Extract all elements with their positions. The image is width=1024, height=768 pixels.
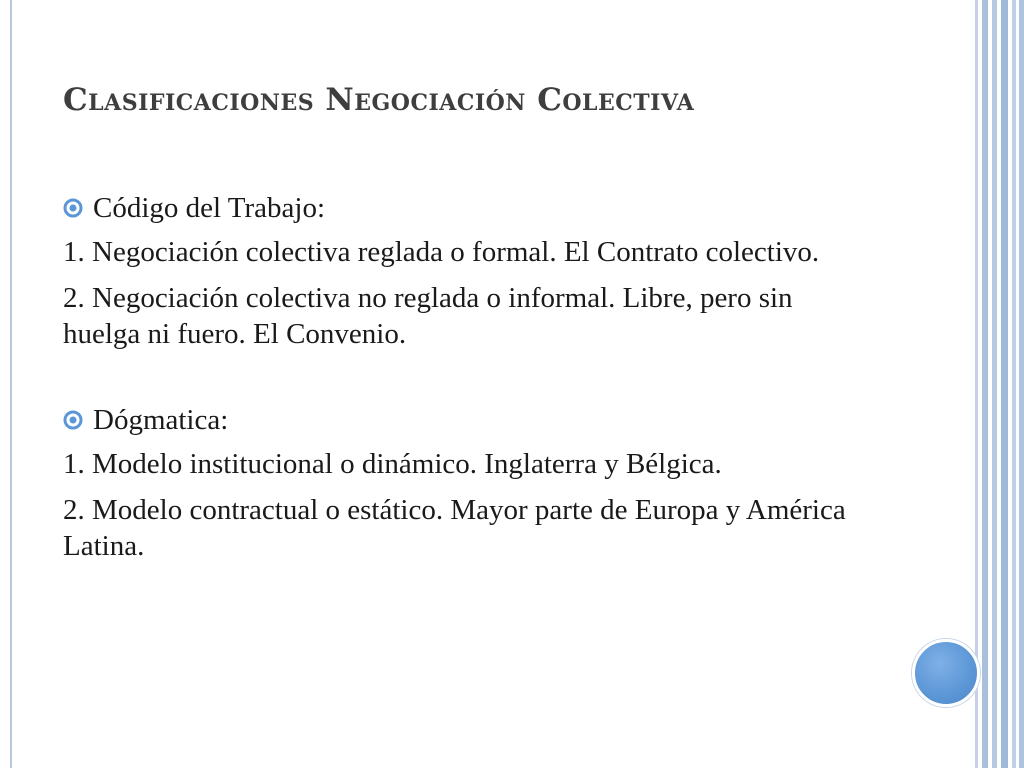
- list-item: 2. Modelo contractual o estático. Mayor parte de Europa y América Latina.: [63, 494, 846, 562]
- decorative-stripe: [1012, 0, 1016, 768]
- ring-bullet-icon: [63, 198, 83, 218]
- section-heading: Código del Trabajo:: [93, 192, 326, 224]
- slide-body: [63, 190, 853, 574]
- section-spacer: [63, 362, 853, 402]
- ring-bullet-icon: [63, 410, 83, 430]
- section-heading: Dógmatica:: [93, 404, 229, 436]
- section-heading-row: [63, 190, 853, 226]
- list-item: 1. Modelo institucional o dinámico. Inglaterra y Bélgica.: [63, 448, 722, 480]
- decorative-circle: [912, 639, 980, 707]
- decorative-stripe: [1001, 0, 1008, 768]
- decorative-stripe: [982, 0, 988, 768]
- decorative-stripe: [1019, 0, 1024, 768]
- list-item: 1. Negociación colectiva reglada o formal. El Contrato colectivo.: [63, 236, 820, 268]
- decorative-stripe: [975, 0, 978, 768]
- left-frame-line: [10, 0, 12, 768]
- decorative-stripe: [992, 0, 997, 768]
- list-item: 2. Negociación colectiva no reglada o informal. Libre, pero sin huelga ni fuero. El Convenio.: [63, 282, 793, 350]
- slide-title: Clasificaciones Negociación Colectiva: [63, 82, 695, 118]
- section-heading-row: [63, 402, 853, 438]
